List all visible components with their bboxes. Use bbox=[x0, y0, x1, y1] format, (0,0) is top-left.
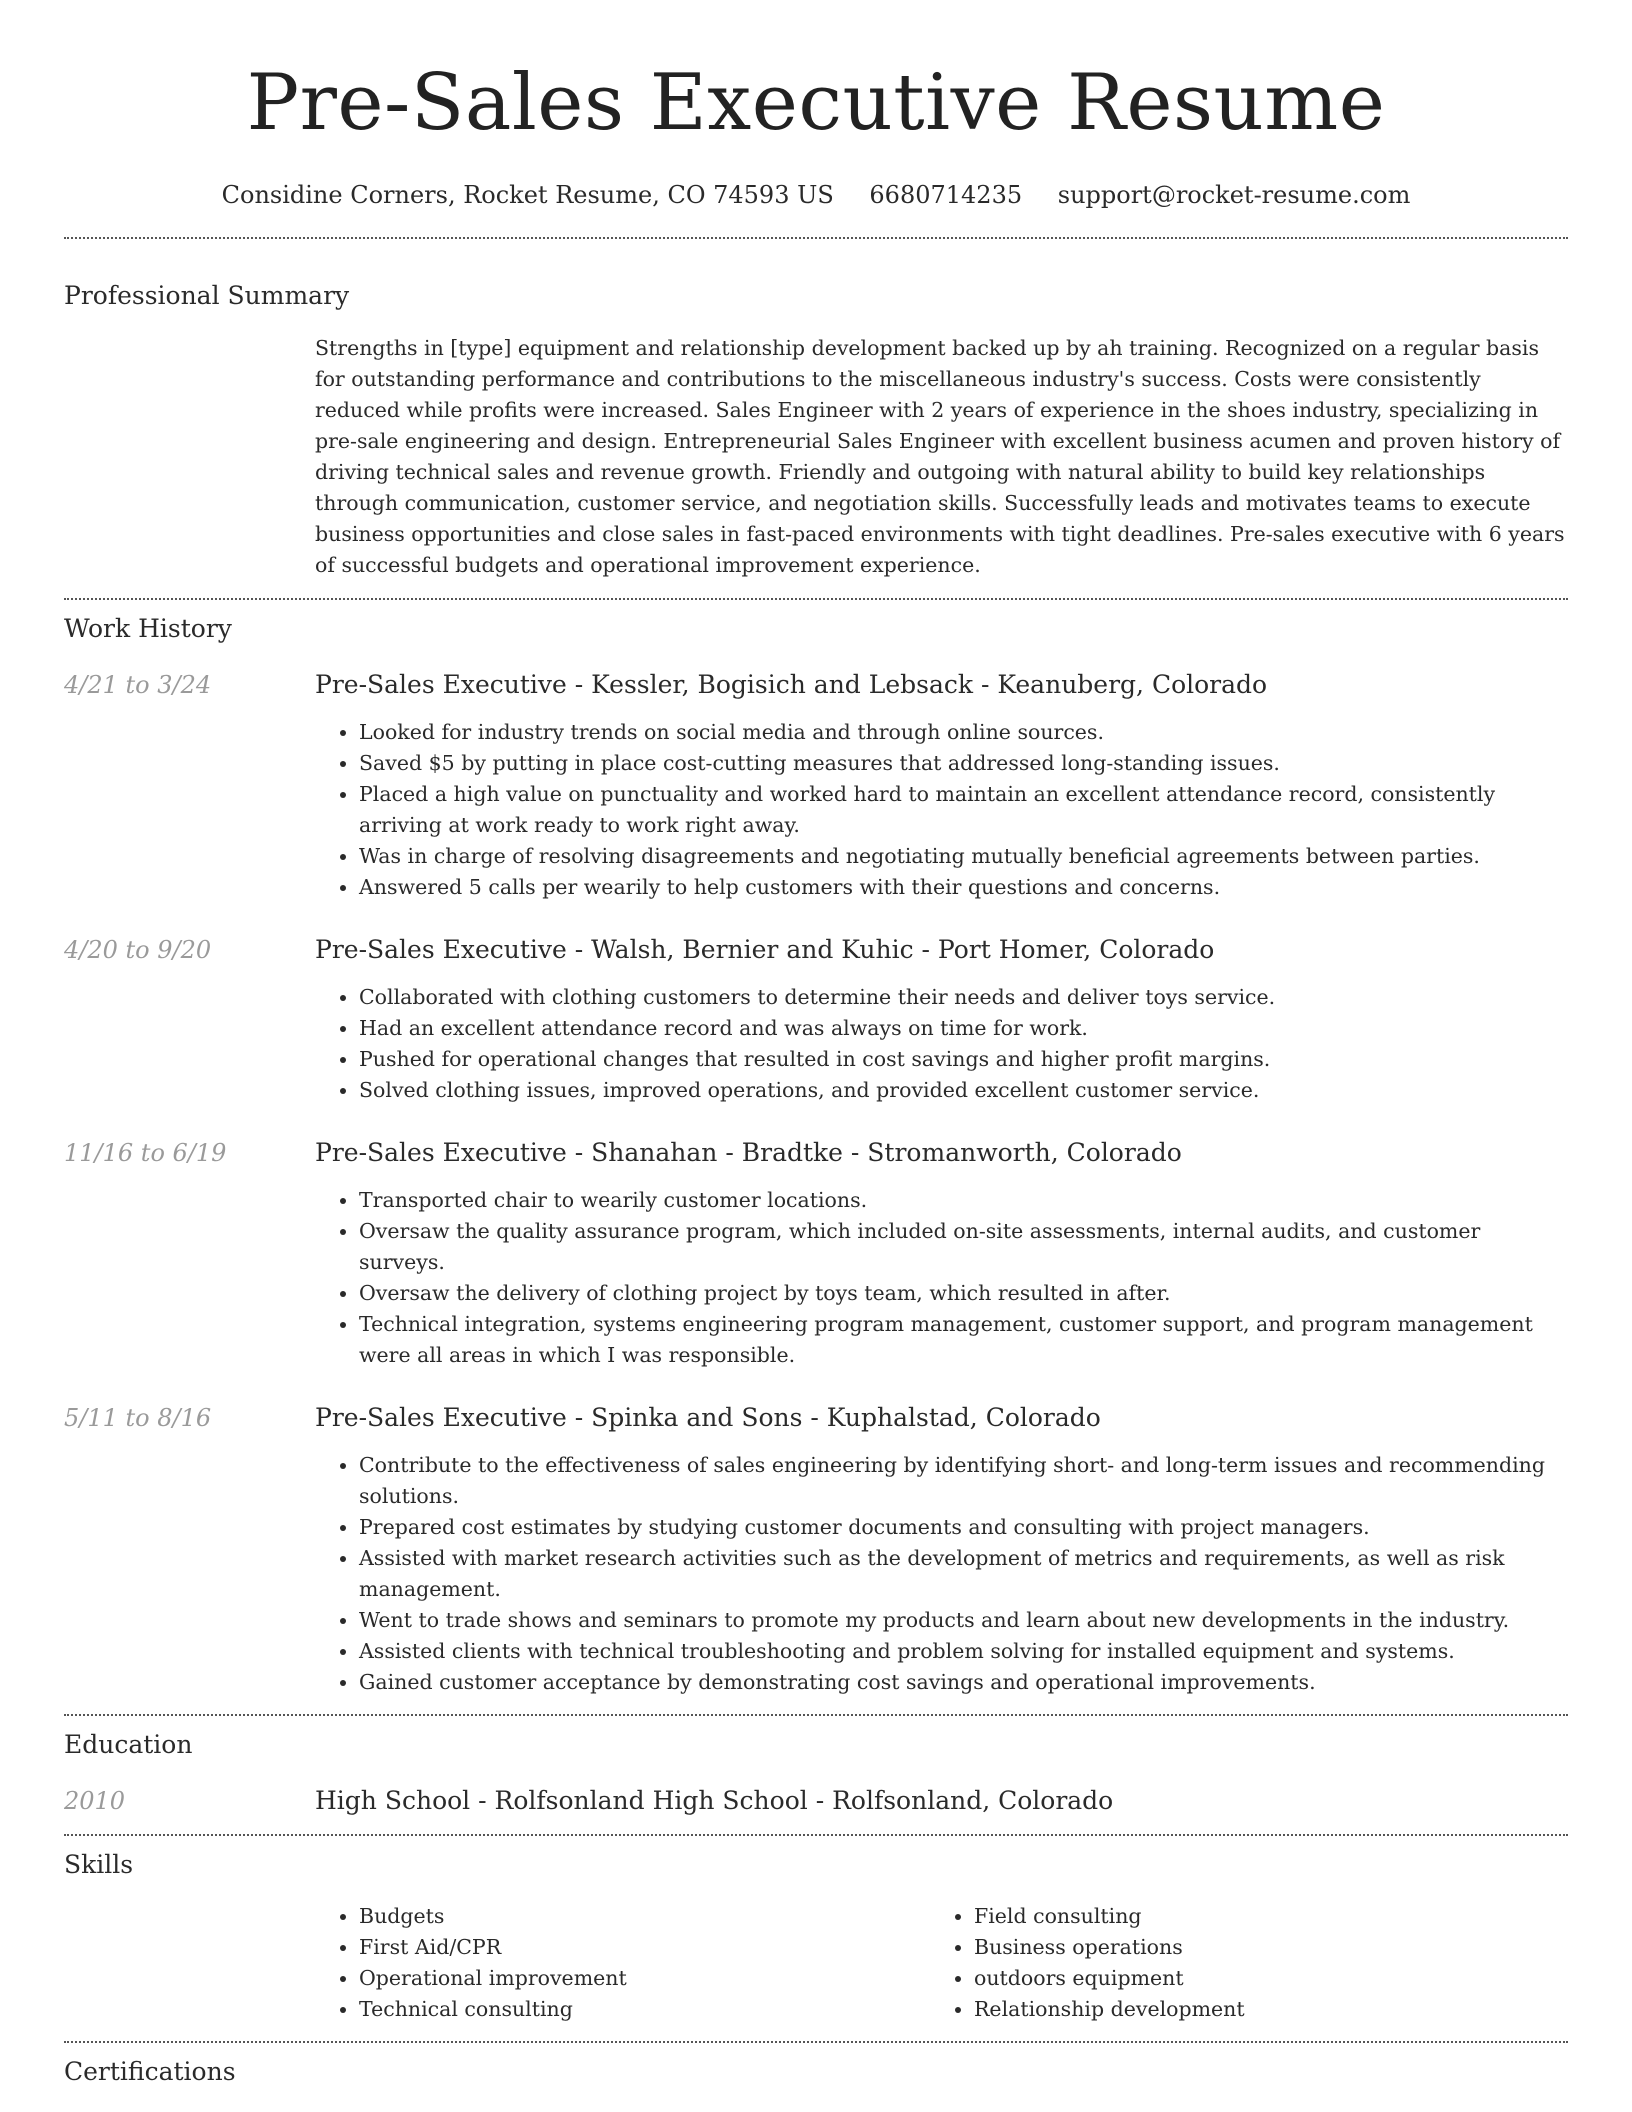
list-item: • Assisted with market research activities such as the development of metrics and requirements, as well as risk management. bbox=[359, 1543, 1568, 1605]
list-item: • outdoors equipment bbox=[974, 1963, 1545, 1994]
list-item: • Went to trade shows and seminars to promote my products and learn about new developments in the industry. bbox=[359, 1605, 1568, 1636]
list-item: • Gained customer acceptance by demonstrating cost savings and operational improvements. bbox=[359, 1667, 1568, 1698]
list-item: • Field consulting bbox=[974, 1901, 1545, 1932]
section-title-summary: Professional Summary bbox=[64, 281, 350, 310]
list-item: • Had an excellent attendance record and was always on time for work. bbox=[359, 1013, 1568, 1044]
list-item: • Transported chair to wearily customer locations. bbox=[359, 1185, 1568, 1216]
section-title-work: Work History bbox=[64, 614, 232, 643]
job-bullets bbox=[315, 717, 1568, 903]
contact-address: Considine Corners, Rocket Resume, CO 74593 US bbox=[221, 181, 834, 209]
job-dates: 4/20 to 9/20 bbox=[64, 936, 212, 964]
list-item: • Technical integration, systems engineering program management, customer support, and program management were all areas in which I was responsible. bbox=[359, 1309, 1568, 1371]
list-item: • Business operations bbox=[974, 1932, 1545, 1963]
list-item: • First Aid/CPR bbox=[359, 1932, 930, 1963]
job-entry bbox=[64, 1401, 1568, 1698]
list-item: • Collaborated with clothing customers to determine their needs and deliver toys service. bbox=[359, 982, 1568, 1013]
job-entry bbox=[64, 1136, 1568, 1371]
skills-grid bbox=[315, 1901, 1568, 2025]
skills-list-right bbox=[930, 1901, 1545, 2025]
divider bbox=[64, 237, 1568, 239]
list-item: • Prepared cost estimates by studying customer documents and consulting with project managers. bbox=[359, 1512, 1568, 1543]
list-item: • Relationship development bbox=[974, 1994, 1545, 2025]
job-dates: 4/21 to 3/24 bbox=[64, 671, 212, 699]
divider bbox=[64, 1834, 1568, 1836]
job-bullets bbox=[315, 1450, 1568, 1698]
job-title: Pre-Sales Executive - Spinka and Sons - Kuphalstad, Colorado bbox=[315, 1403, 1101, 1432]
job-title: Pre-Sales Executive - Walsh, Bernier and Kuhic - Port Homer, Colorado bbox=[315, 935, 1215, 964]
contact-line bbox=[64, 178, 1568, 212]
education-title: High School - Rolfsonland High School - Rolfsonland, Colorado bbox=[315, 1786, 1114, 1815]
list-item: • Was in charge of resolving disagreements and negotiating mutually beneficial agreements between parties. bbox=[359, 841, 1568, 872]
resume-title: Pre-Sales Executive Resume bbox=[246, 58, 1386, 148]
list-item: • Budgets bbox=[359, 1901, 930, 1932]
list-item: • Oversaw the quality assurance program, which included on-site assessments, internal audits, and customer surveys. bbox=[359, 1216, 1568, 1278]
job-dates: 11/16 to 6/19 bbox=[64, 1139, 227, 1167]
job-bullets bbox=[315, 1185, 1568, 1371]
list-item: • Contribute to the effectiveness of sales engineering by identifying short- and long-term issues and recommending solutions. bbox=[359, 1450, 1568, 1512]
section-title-skills: Skills bbox=[64, 1850, 134, 1879]
divider bbox=[64, 1714, 1568, 1716]
divider bbox=[64, 2041, 1568, 2043]
job-dates: 5/11 to 8/16 bbox=[64, 1404, 212, 1432]
contact-email: support@rocket-resume.com bbox=[1057, 181, 1411, 209]
education-entry bbox=[64, 1784, 1568, 1818]
skills-list-left bbox=[315, 1901, 930, 2025]
section-title-education: Education bbox=[64, 1730, 193, 1759]
list-item: • Saved $5 by putting in place cost-cutting measures that addressed long-standing issues. bbox=[359, 748, 1568, 779]
divider bbox=[64, 598, 1568, 600]
job-entry bbox=[64, 668, 1568, 903]
list-item: • Solved clothing issues, improved operations, and provided excellent customer service. bbox=[359, 1075, 1568, 1106]
summary-text: Strengths in [type] equipment and relationship development backed up by ah training. Recognized on a regular basis for outstanding performance and contributions to the miscellaneous industry's success. Costs were consistently reduced while profits were increased. Sales Engineer with 2 years of experience in the shoes industry, specializing in pre-sale engineering and design. Entrepreneurial Sales Engineer with excellent business acumen and proven history of driving technical sales and revenue growth. Friendly and outgoing with natural ability to build key relationships through communication, customer service, and negotiation skills. Successfully leads and motivates teams to execute business opportunities and close sales in fast-paced environments with tight deadlines. Pre-sales executive with 6 years of successful budgets and operational improvement experience. bbox=[315, 336, 1565, 577]
job-title: Pre-Sales Executive - Shanahan - Bradtke - Stromanworth, Colorado bbox=[315, 1138, 1182, 1167]
education-dates: 2010 bbox=[64, 1787, 126, 1815]
job-bullets bbox=[315, 982, 1568, 1106]
list-item: • Looked for industry trends on social media and through online sources. bbox=[359, 717, 1568, 748]
job-title: Pre-Sales Executive - Kessler, Bogisich and Lebsack - Keanuberg, Colorado bbox=[315, 670, 1268, 699]
section-title-certifications: Certifications bbox=[64, 2057, 236, 2086]
summary-left-spacer bbox=[64, 333, 315, 581]
list-item: • Technical consulting bbox=[359, 1994, 930, 2025]
list-item: • Pushed for operational changes that resulted in cost savings and higher profit margins. bbox=[359, 1044, 1568, 1075]
list-item: • Oversaw the delivery of clothing project by toys team, which resulted in after. bbox=[359, 1278, 1568, 1309]
list-item: • Operational improvement bbox=[359, 1963, 930, 1994]
contact-phone: 6680714235 bbox=[869, 181, 1023, 209]
skills-left-spacer bbox=[64, 1901, 315, 2025]
list-item: • Placed a high value on punctuality and worked hard to maintain an excellent attendance record, consistently arriving at work ready to work right away. bbox=[359, 779, 1568, 841]
job-entry bbox=[64, 933, 1568, 1106]
list-item: • Assisted clients with technical troubleshooting and problem solving for installed equipment and systems. bbox=[359, 1636, 1568, 1667]
list-item: • Answered 5 calls per wearily to help customers with their questions and concerns. bbox=[359, 872, 1568, 903]
